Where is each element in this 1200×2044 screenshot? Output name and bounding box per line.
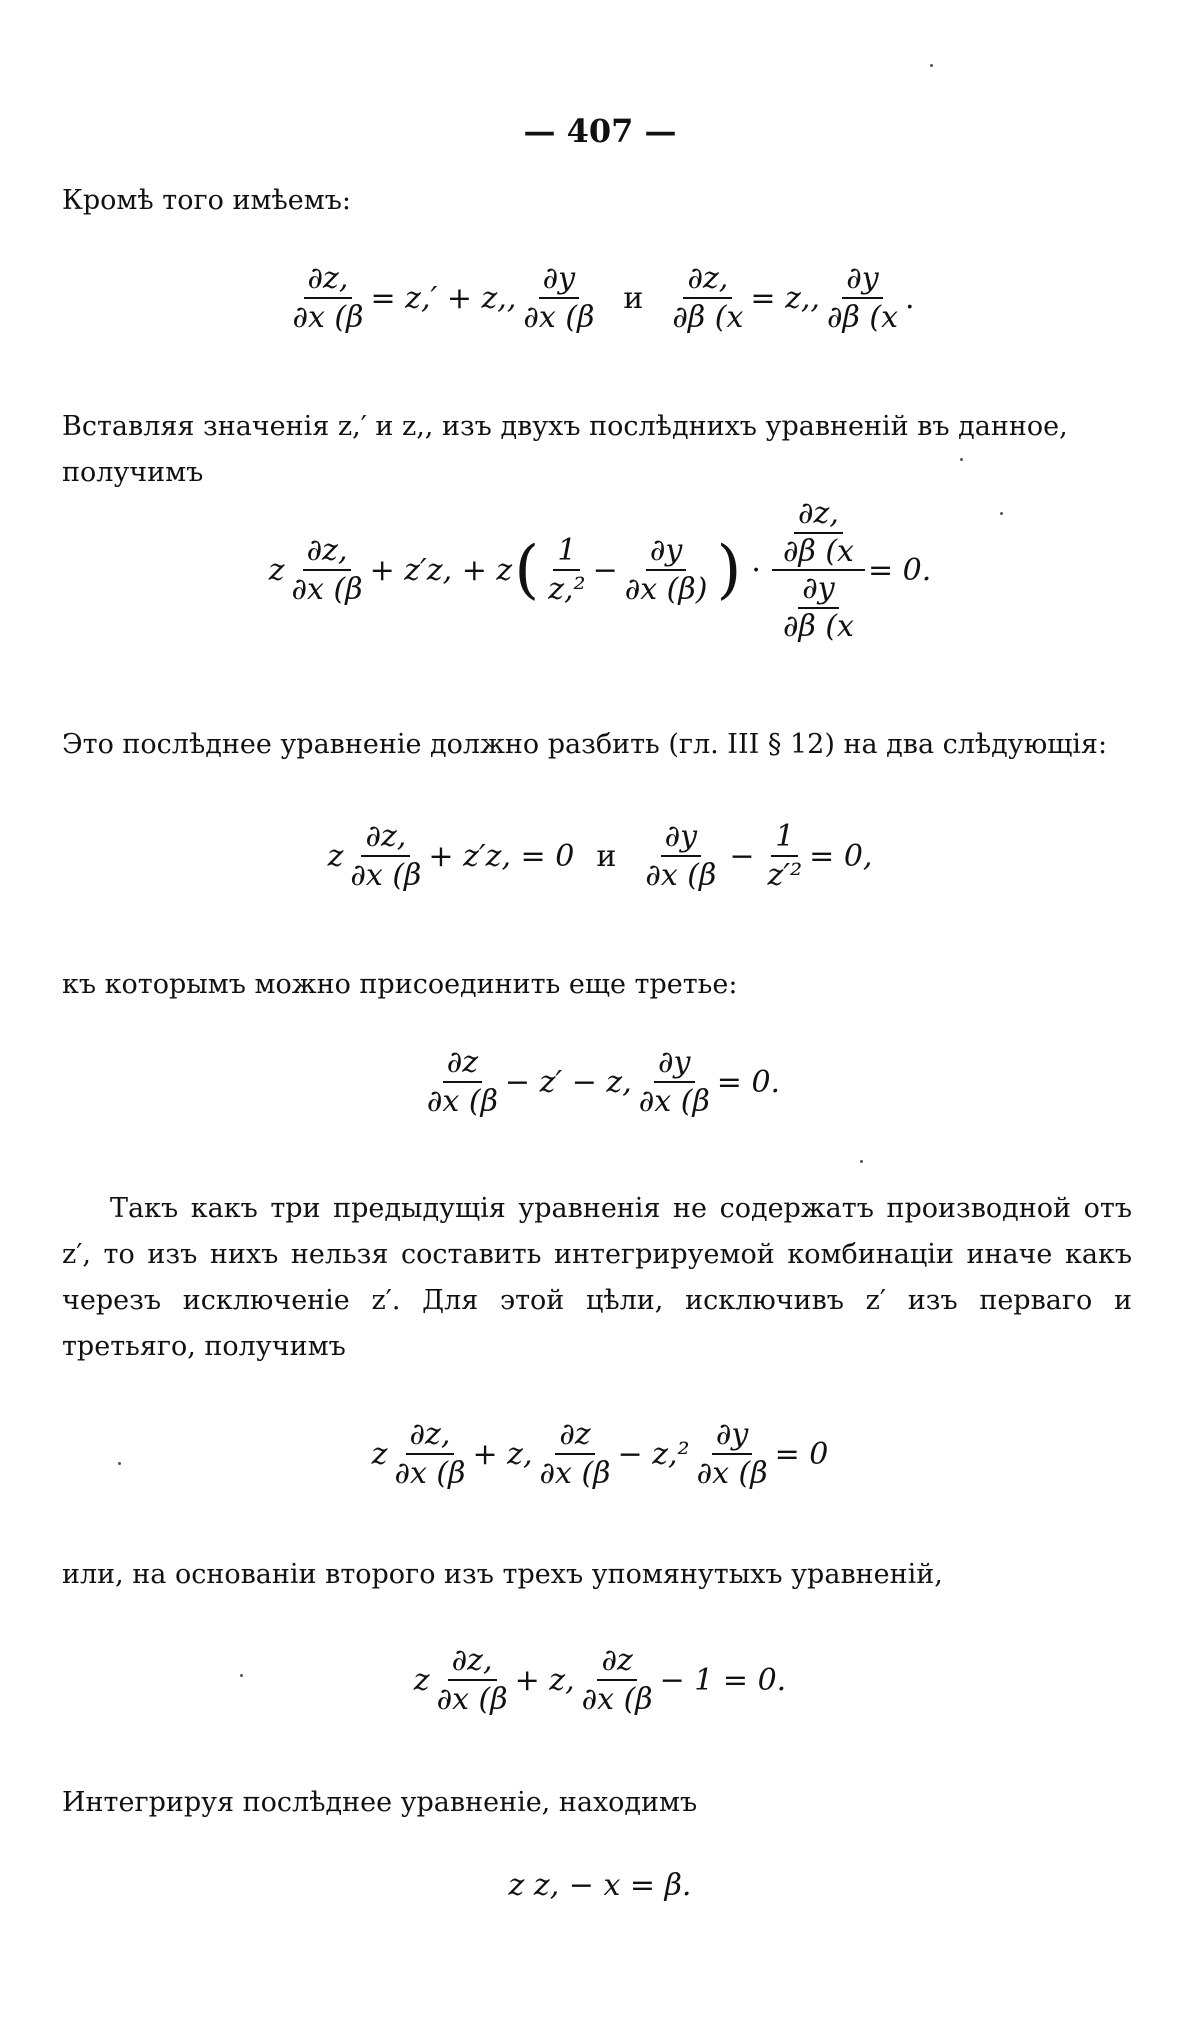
- fraction: [544, 534, 589, 606]
- numerator: ∂z,: [448, 1644, 497, 1681]
- equation-7: [0, 1868, 1200, 1903]
- compound-numerator: [772, 498, 865, 571]
- numerator: ∂y: [654, 1046, 694, 1083]
- equation-term: z: [371, 1436, 388, 1472]
- fraction: [346, 820, 425, 892]
- equation-term: + z′z, + z: [369, 552, 513, 588]
- denominator: ∂x (β: [523, 300, 595, 335]
- numerator: ∂z: [597, 1644, 636, 1681]
- numerator: ∂y: [646, 534, 686, 571]
- fraction: [635, 1046, 714, 1118]
- equation-term: + z′z, = 0: [428, 838, 575, 874]
- equation-term: z: [413, 1662, 430, 1698]
- page-number: — 407 —: [523, 112, 677, 150]
- operator: ·: [751, 552, 761, 588]
- denominator: z,²: [548, 572, 586, 607]
- fraction: [519, 262, 598, 334]
- right-paren: ): [716, 533, 742, 607]
- numerator: ∂z,: [794, 498, 843, 534]
- fraction: [288, 262, 367, 334]
- compound-fraction: [772, 498, 865, 642]
- equation-term: − z,²: [617, 1436, 690, 1472]
- numerator: ∂y: [712, 1418, 752, 1455]
- denominator: ∂x (β: [638, 1084, 710, 1119]
- conjunction: и: [623, 280, 644, 316]
- denominator: ∂β (x: [782, 533, 854, 569]
- denominator: ∂x (β: [426, 1084, 498, 1119]
- fraction: [779, 498, 858, 567]
- scan-speck: [960, 458, 963, 461]
- denominator: z′²: [767, 858, 803, 893]
- equation-term: = z,′ + z,,: [370, 280, 517, 316]
- numerator: ∂z,: [361, 820, 410, 857]
- equation-4: [0, 1046, 1200, 1118]
- equation-end: = 0: [774, 1436, 829, 1472]
- equation-term: z: [327, 838, 344, 874]
- numerator: ∂y: [842, 262, 882, 299]
- equation-6: [0, 1644, 1200, 1716]
- paragraph-3: Это послѣднее уравненiе должно разбить (гл. III § 12) на два слѣдующiя:: [62, 729, 1108, 760]
- equation-end: .: [905, 280, 915, 316]
- equation-term: z z, − x = β.: [508, 1868, 692, 1903]
- numerator: 1: [771, 820, 798, 857]
- denominator: ∂x (β: [645, 858, 717, 893]
- conjunction: и: [596, 838, 617, 874]
- denominator: ∂β (x: [782, 608, 854, 644]
- fraction: [641, 820, 720, 892]
- numerator: ∂y: [661, 820, 701, 857]
- equation-term: z: [268, 552, 285, 588]
- denominator: ∂x (β: [394, 1456, 466, 1491]
- numerator: ∂z: [443, 1046, 482, 1083]
- operator: −: [592, 552, 618, 588]
- fraction: [578, 1644, 657, 1716]
- numerator: ∂z,: [683, 262, 732, 299]
- fraction: [536, 1418, 615, 1490]
- fraction: [621, 534, 712, 606]
- equation-5: [0, 1418, 1200, 1490]
- denominator: ∂x (β: [436, 1682, 508, 1717]
- equation-end: = 0.: [716, 1064, 781, 1100]
- numerator: ∂y: [798, 573, 838, 609]
- equation-2: [0, 498, 1200, 642]
- equation-term: − z′ − z,: [504, 1064, 632, 1100]
- equation-term: = z,,: [750, 280, 820, 316]
- fraction: [668, 262, 747, 334]
- denominator: ∂x (β: [696, 1456, 768, 1491]
- equation-term: + z,: [514, 1662, 575, 1698]
- equation-end: = 0.: [867, 552, 932, 588]
- scan-speck: [240, 1674, 243, 1677]
- paragraph-5: Такъ какъ три предыдущiя уравненiя не содержатъ производной отъ z′, то изъ нихъ нельзя составить интегрируемой комбинацiи иначе какъ черезъ исключенiе z′. Для этой цѣли, исключивъ z′ изъ перваго и третьяго, получимъ: [62, 1193, 1132, 1362]
- fraction: [433, 1644, 512, 1716]
- numerator: ∂z,: [406, 1418, 455, 1455]
- numerator: ∂z: [555, 1418, 594, 1455]
- fraction: [288, 534, 367, 606]
- denominator: ∂x (β: [291, 572, 363, 607]
- denominator: ∂x (β: [350, 858, 422, 893]
- compound-denominator: [772, 571, 865, 642]
- scan-speck: [1000, 512, 1003, 515]
- fraction: [779, 573, 858, 642]
- scan-speck: [930, 64, 933, 67]
- equation-3: [0, 820, 1200, 892]
- operator: −: [729, 838, 755, 874]
- numerator: ∂y: [539, 262, 579, 299]
- numerator: ∂z,: [303, 534, 352, 571]
- equation-end: = 0,: [809, 838, 873, 874]
- paragraph-6: или, на основанiи второго изъ трехъ упомянутыхъ уравненiй,: [62, 1559, 943, 1590]
- equation-term: + z,: [472, 1436, 533, 1472]
- scan-speck: [860, 1160, 863, 1163]
- denominator: ∂x (β: [292, 300, 364, 335]
- fraction: [823, 262, 902, 334]
- paragraph-4: къ которымъ можно присоединить еще третье:: [62, 969, 738, 1000]
- numerator: 1: [553, 534, 580, 571]
- paragraph-7: Интегрируя послѣднее уравненiе, находимъ: [62, 1787, 698, 1818]
- equation-1: [0, 262, 1200, 334]
- denominator: ∂β (x: [826, 300, 898, 335]
- denominator: ∂x (β): [624, 572, 708, 607]
- fraction: [423, 1046, 502, 1118]
- paragraph-2: Вставляя значенiя z,′ и z,, изъ двухъ послѣднихъ уравненiй въ данное, получимъ: [62, 411, 1068, 488]
- fraction: [693, 1418, 772, 1490]
- equation-end: − 1 = 0.: [659, 1662, 787, 1698]
- denominator: ∂β (x: [672, 300, 744, 335]
- denominator: ∂x (β: [581, 1682, 653, 1717]
- numerator: ∂z,: [304, 262, 353, 299]
- paragraph-1: Кромѣ того имѣемъ:: [62, 185, 352, 216]
- fraction: [763, 820, 806, 892]
- left-paren: (: [514, 533, 540, 607]
- denominator: ∂x (β: [539, 1456, 611, 1491]
- fraction: [390, 1418, 469, 1490]
- scan-speck: [118, 1462, 121, 1465]
